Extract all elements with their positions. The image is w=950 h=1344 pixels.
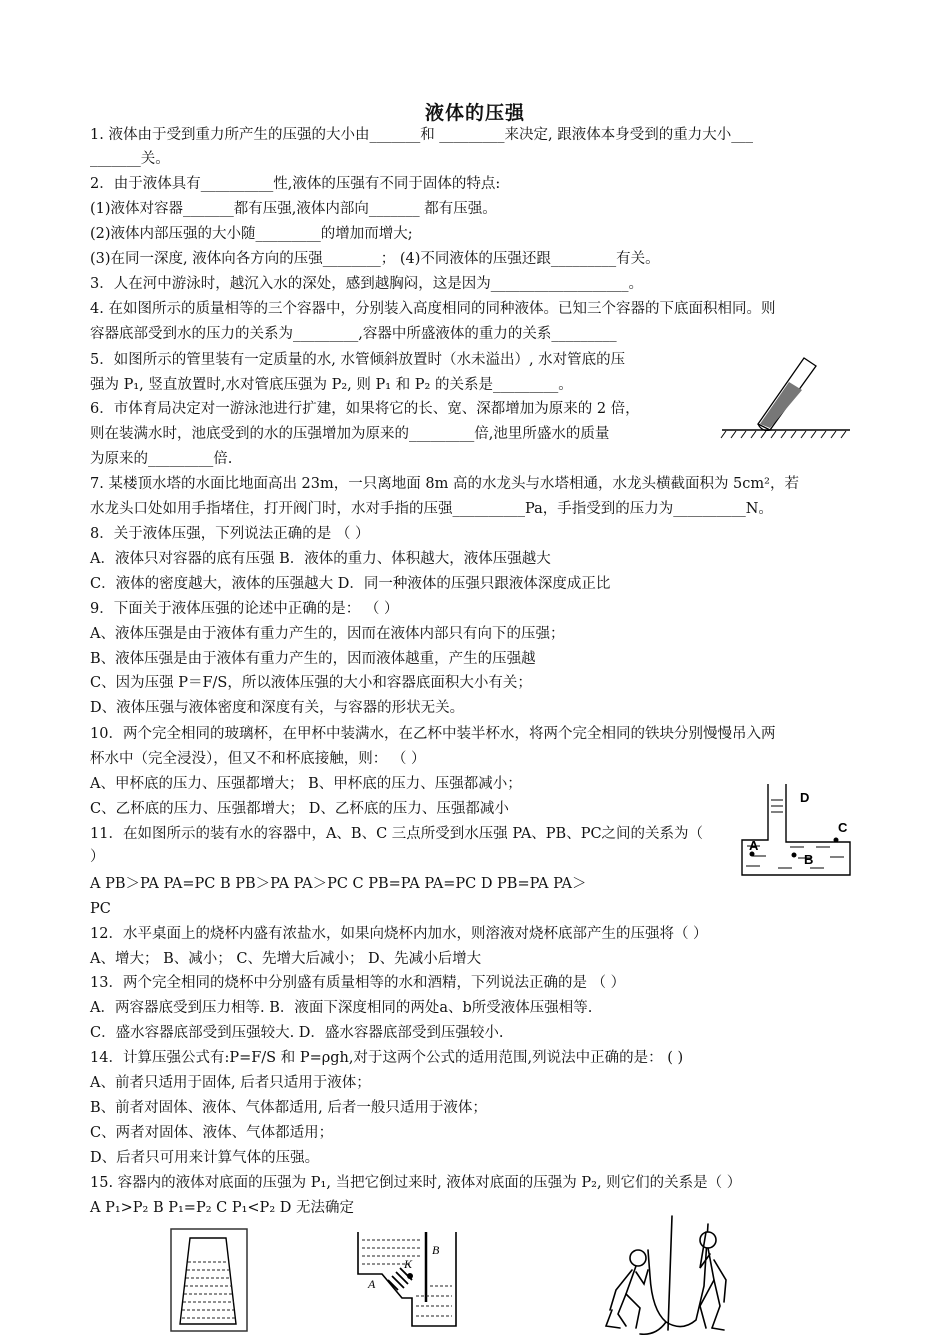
text-line: 10．两个完全相同的玻璃杯，在甲杯中装满水，在乙杯中装半杯水，将两个完全相同的铁块分别慢慢吊入两 bbox=[90, 726, 776, 742]
text-line: 强为 P₁, 竖直放置时,水对管底压强为 P₂, 则 P₁ 和 P₂ 的关系是_________。 bbox=[90, 377, 573, 393]
text-line: B、前者对固体、液体、气体都适用, 后者一般只适用于液体； bbox=[90, 1100, 487, 1116]
text-line: (2)液体内部压强的大小随_________的增加而增大; bbox=[90, 226, 413, 242]
text-line: 4. 在如图所示的质量相等的三个容器中，分别装入高度相同的同种液体。已知三个容器的下底面积相同。则 bbox=[90, 301, 776, 317]
lock-a-label: A bbox=[368, 1277, 376, 1291]
text-line: C、两者对固体、液体、气体都适用； bbox=[90, 1125, 334, 1141]
ship-lock-figure bbox=[352, 1226, 460, 1332]
point-a-label: A bbox=[749, 838, 759, 853]
text-line: A PB＞PA PA=PC B PB＞PA PA＞PC C PB=PA PA=PC D PB=PA PA＞ bbox=[90, 876, 587, 892]
text-line: (3)在同一深度, 液体向各方向的压强________； (4)不同液体的压强还跟_________有关。 bbox=[90, 251, 660, 267]
text-line: 为原来的_________倍. bbox=[90, 451, 233, 467]
text-line: C．液体的密度越大，液体的压强越大 D．同一种液体的压强只跟液体深度成正比 bbox=[90, 576, 611, 592]
text-line: A、甲杯底的压力、压强都增大； B、甲杯底的压力、压强都减小； bbox=[90, 776, 522, 792]
text-line: 9．下面关于液体压强的论述中正确的是： （ ） bbox=[90, 601, 399, 617]
point-c-label: C bbox=[838, 820, 848, 835]
container-abc-figure bbox=[738, 780, 856, 880]
point-d-label: D bbox=[800, 790, 810, 805]
text-line: C、因为压强 P＝F/S，所以液体压强的大小和容器底面积大小有关； bbox=[90, 675, 532, 691]
trapezoid-container-figure bbox=[170, 1228, 248, 1332]
text-line: 容器底部受到水的压力的关系为_________,容器中所盛液体的重力的关系_________ bbox=[90, 326, 617, 342]
text-line: 5．如图所示的管里装有一定质量的水, 水管倾斜放置时（水未溢出）, 水对管底的压 bbox=[90, 352, 626, 368]
text-line: 则在装满水时，池底受到的水的压强增加为原来的_________倍,池里所盛水的质量 bbox=[90, 426, 610, 442]
text-line: C．盛水容器底部受到压强较大. D．盛水容器底部受到压强较小. bbox=[90, 1025, 504, 1041]
text-line: PC bbox=[90, 901, 111, 917]
inclined-tube-figure bbox=[718, 352, 853, 440]
text-line: C、乙杯底的压力、压强都增大； D、乙杯底的压力、压强都减小 bbox=[90, 801, 509, 817]
point-b-label: B bbox=[804, 852, 814, 867]
text-line: 15. 容器内的液体对底面的压强为 P₁, 当把它倒过来时, 液体对底面的压强为 P₂, 则它们的关系是（ ） bbox=[90, 1175, 742, 1191]
text-line: _______关。 bbox=[90, 151, 170, 167]
text-line: 14．计算压强公式有:P=F/S 和 P=ρgh,对于这两个公式的适用范围,列说法中正确的是： ( ) bbox=[90, 1050, 684, 1066]
text-line: D、液体压强与液体密度和深度有关，与容器的形状无关。 bbox=[90, 700, 465, 716]
text-line: B、液体压强是由于液体有重力产生的，因而液体越重，产生的压强越 bbox=[90, 651, 536, 667]
text-line: A、增大； B、减小； C、先增大后减小； D、先减小后增大 bbox=[90, 951, 482, 967]
text-line: A P₁>P₂ B P₁=P₂ C P₁<P₂ D 无法确定 bbox=[90, 1200, 354, 1216]
text-line: 2．由于液体具有__________性,液体的压强有不同于固体的特点: bbox=[90, 176, 501, 192]
text-line: 6．市体育局决定对一游泳池进行扩建，如果将它的长、宽、深都增加为原来的 2 倍， bbox=[90, 401, 640, 417]
people-with-tube-figure bbox=[596, 1210, 746, 1340]
text-line: A、液体压强是由于液体有重力产生的，因而在液体内部只有向下的压强； bbox=[90, 626, 565, 642]
text-line: A、前者只适用于固体, 后者只适用于液体； bbox=[90, 1075, 371, 1091]
text-line: ） bbox=[90, 849, 105, 865]
text-line: 1. 液体由于受到重力所产生的压强的大小由_______和 _________来决定, 跟液体本身受到的重力大小___ bbox=[90, 127, 754, 143]
text-line: 3．人在河中游泳时，越沉入水的深处，感到越胸闷，这是因为___________________。 bbox=[90, 276, 643, 292]
page-title: 液体的压强 bbox=[424, 102, 525, 124]
text-line: 8．关于液体压强，下列说法正确的是 （ ） bbox=[90, 526, 370, 542]
text-line: 7. 某楼顶水塔的水面比地面高出 23m，一只离地面 8m 高的水龙头与水塔相通，水龙头横截面积为 5cm²，若 bbox=[90, 476, 799, 492]
text-line: D、后者只可用来计算气体的压强。 bbox=[90, 1150, 320, 1166]
lock-b-label: B bbox=[432, 1243, 440, 1257]
text-line: A．液体只对容器的底有压强 B．液体的重力、体积越大，液体压强越大 bbox=[90, 551, 551, 567]
lock-k-label: K bbox=[404, 1257, 413, 1271]
text-line: A．两容器底受到压力相等. B．液面下深度相同的两处a、b所受液体压强相等. bbox=[90, 1000, 593, 1016]
text-line: 杯水中（完全浸没），但又不和杯底接触，则： （ ） bbox=[90, 751, 426, 767]
text-line: 12．水平桌面上的烧杯内盛有浓盐水，如果向烧杯内加水，则溶液对烧杯底部产生的压强将（ ） bbox=[90, 926, 708, 942]
text-line: 水龙头口处如用手指堵住，打开阀门时，水对手指的压强__________Pa，手指受到的压力为__________N。 bbox=[90, 501, 773, 517]
text-line: (1)液体对容器_______都有压强,液体内部向_______ 都有压强。 bbox=[90, 201, 497, 217]
text-line: 11．在如图所示的装有水的容器中，A、B、C 三点所受到水压强 PA、PB、PC之间的关系为（ bbox=[90, 826, 704, 842]
text-line: 13．两个完全相同的烧杯中分别盛有质量相等的水和酒精，下列说法正确的是 （ ） bbox=[90, 975, 626, 991]
